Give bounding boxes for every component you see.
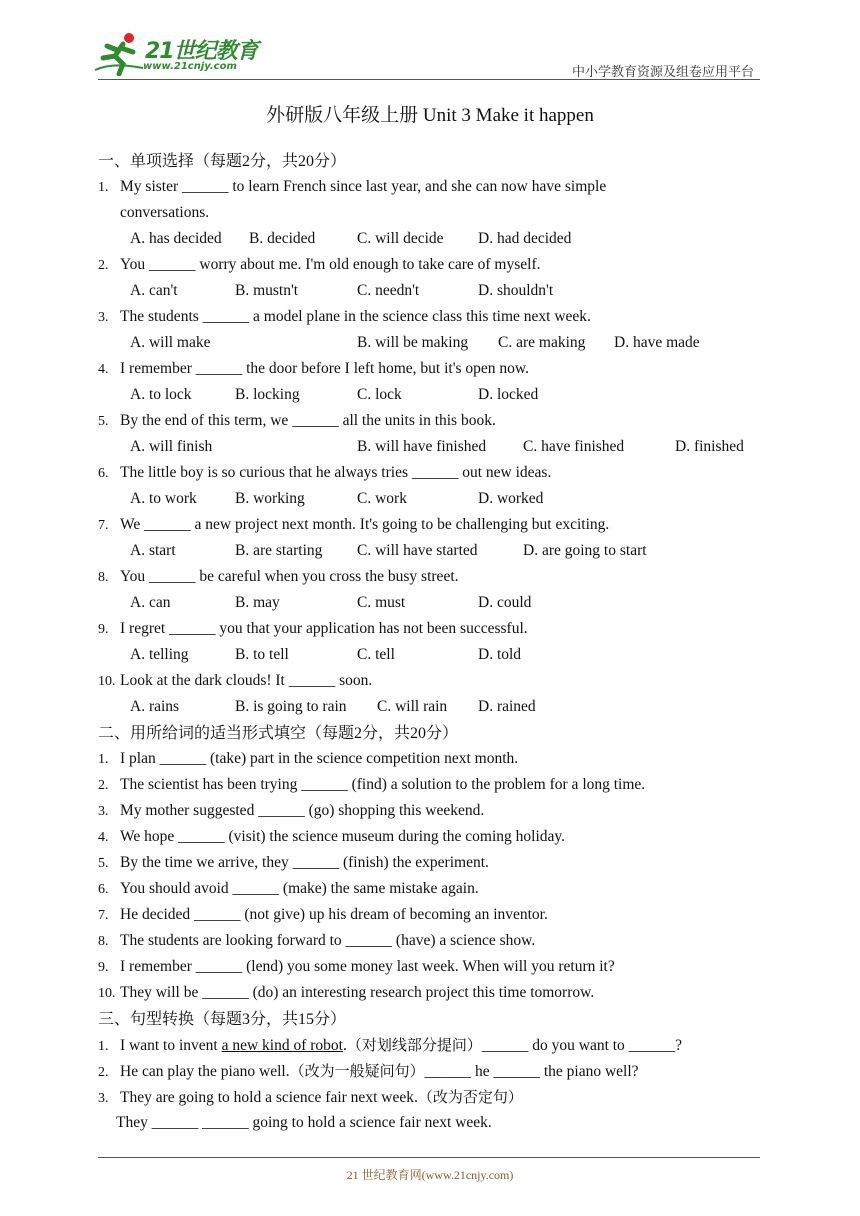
option-d: D. could — [478, 594, 532, 611]
option-a: A. to work — [130, 490, 197, 507]
instruction-note: （对划线部分提问） — [346, 1036, 482, 1054]
option-a: A. has decided — [130, 230, 222, 247]
mcq-options — [98, 590, 760, 616]
instruction-note: （改为否定句） — [417, 1088, 523, 1106]
transform-question: 1. I want to invent a new kind of robot.（对划线部分提问）______ do you want to ______? — [98, 1036, 683, 1054]
mcq-options — [98, 538, 760, 564]
footer-divider — [98, 1157, 760, 1158]
header-divider — [98, 79, 760, 80]
option-c: C. must — [357, 594, 406, 611]
mcq-question: 2. You ______ worry about me. I'm old enough to take care of myself. — [98, 256, 541, 273]
transform-question: 3. They are going to hold a science fair next week.（改为否定句） — [98, 1088, 523, 1106]
mcq-question: 3. The students ______ a model plane in the science class this time next week. — [98, 308, 591, 325]
option-c: C. will decide — [357, 230, 444, 247]
option-b: B. decided — [249, 230, 316, 247]
option-a: A. rains — [130, 698, 180, 715]
mcq-question: 10. Look at the dark clouds! It ______ soon. — [98, 672, 373, 689]
mcq-question: 9. I regret ______ you that your application has not been successful. — [98, 620, 528, 637]
section-2-heading: 二、用所给词的适当形式填空（每题2分，共20分） — [98, 723, 459, 742]
option-c: C. will have started — [357, 542, 478, 559]
option-b: B. is going to rain — [235, 698, 347, 715]
mcq-question: 7. We ______ a new project next month. It's going to be challenging but exciting. — [98, 516, 610, 533]
option-c: C. needn't — [357, 282, 420, 299]
option-c: C. have finished — [523, 438, 625, 455]
fill-question: 7. He decided ______ (not give) up his dream of becoming an inventor. — [98, 906, 548, 923]
option-d: D. told — [478, 646, 522, 663]
mcq-question: 6. The little boy is so curious that he always tries ______ out new ideas. — [98, 464, 552, 481]
mcq-options — [98, 486, 760, 512]
mcq-options — [98, 278, 760, 304]
option-b: B. mustn't — [235, 282, 299, 299]
instruction-note: （改为一般疑问句） — [289, 1062, 425, 1080]
section-1-heading: 一、单项选择（每题2分，共20分） — [98, 151, 347, 170]
fill-question: 4. We hope ______ (visit) the science museum during the coming holiday. — [98, 828, 565, 845]
option-d: D. are going to start — [523, 542, 647, 559]
mcq-options — [98, 434, 760, 460]
option-c: C. work — [357, 490, 407, 507]
transform-answer-line: They ______ ______ going to hold a science fair next week. — [116, 1114, 492, 1131]
mcq-options — [98, 642, 760, 668]
fill-question: 6. You should avoid ______ (make) the same mistake again. — [98, 880, 479, 897]
option-b: B. working — [235, 490, 305, 507]
option-d: D. shouldn't — [478, 282, 554, 299]
footer-text: 21 世纪教育网(www.21cnjy.com) — [346, 1168, 514, 1182]
page-title: 外研版八年级上册 Unit 3 Make it happen — [266, 105, 594, 126]
option-d: D. worked — [478, 490, 544, 507]
section-3-heading: 三、句型转换（每题3分，共15分） — [98, 1009, 347, 1028]
option-a: A. will finish — [130, 438, 213, 455]
option-b: B. may — [235, 594, 280, 611]
option-a: A. start — [130, 542, 176, 559]
option-a: A. can't — [130, 282, 178, 299]
option-a: A. can — [130, 594, 171, 611]
mcq-question: 4. I remember ______ the door before I left home, but it's open now. — [98, 360, 529, 377]
fill-question: 2. The scientist has been trying ______ (find) a solution to the problem for a long time. — [98, 776, 646, 793]
runner-logo-icon — [93, 32, 149, 76]
fill-question: 5. By the time we arrive, they ______ (finish) the experiment. — [98, 854, 489, 871]
mcq-options — [98, 226, 760, 252]
fill-question: 1. I plan ______ (take) part in the science competition next month. — [98, 750, 519, 767]
option-d: D. finished — [675, 438, 744, 455]
option-b: B. to tell — [235, 646, 289, 663]
option-d: D. rained — [478, 698, 536, 715]
mcq-question: 1. My sister ______ to learn French since last year, and she can now have simple — [98, 178, 607, 195]
mcq-options — [98, 694, 760, 720]
mcq-options — [98, 330, 760, 356]
underlined-phrase: a new kind of robot — [221, 1037, 343, 1054]
option-d: D. locked — [478, 386, 539, 403]
transform-question: 2. He can play the piano well.（改为一般疑问句）______ he ______ the piano well? — [98, 1062, 639, 1080]
option-d: D. have made — [614, 334, 700, 351]
option-a: A. will make — [130, 334, 211, 351]
option-b: B. will have finished — [357, 438, 487, 455]
option-c: C. are making — [498, 334, 586, 351]
option-a: A. to lock — [130, 386, 192, 403]
document-body — [98, 148, 760, 1136]
mcq-question: 8. You ______ be careful when you cross the busy street. — [98, 568, 459, 585]
option-a: A. telling — [130, 646, 189, 663]
option-c: C. lock — [357, 386, 402, 403]
option-c: C. will rain — [377, 698, 448, 715]
mcq-question: 5. By the end of this term, we ______ all the units in this book. — [98, 412, 496, 429]
fill-question: 8. The students are looking forward to ______ (have) a science show. — [98, 932, 536, 949]
fill-question: 10. They will be ______ (do) an interesting research project this time tomorrow. — [98, 984, 595, 1001]
option-b: B. are starting — [235, 542, 323, 559]
logo-url: www.21cnjy.com — [143, 61, 237, 72]
mcq-question-continuation: conversations. — [120, 204, 210, 221]
site-logo — [93, 30, 268, 80]
logo-text: 21世纪教育 — [145, 39, 258, 64]
option-b: B. locking — [235, 386, 300, 403]
mcq-options — [98, 382, 760, 408]
option-b: B. will be making — [357, 334, 469, 351]
fill-question: 9. I remember ______ (lend) you some money last week. When will you return it? — [98, 958, 615, 975]
header-platform-text: 中小学教育资源及组卷应用平台 — [571, 65, 754, 80]
fill-question: 3. My mother suggested ______ (go) shopping this weekend. — [98, 802, 485, 819]
option-c: C. tell — [357, 646, 395, 663]
option-d: D. had decided — [478, 230, 572, 247]
